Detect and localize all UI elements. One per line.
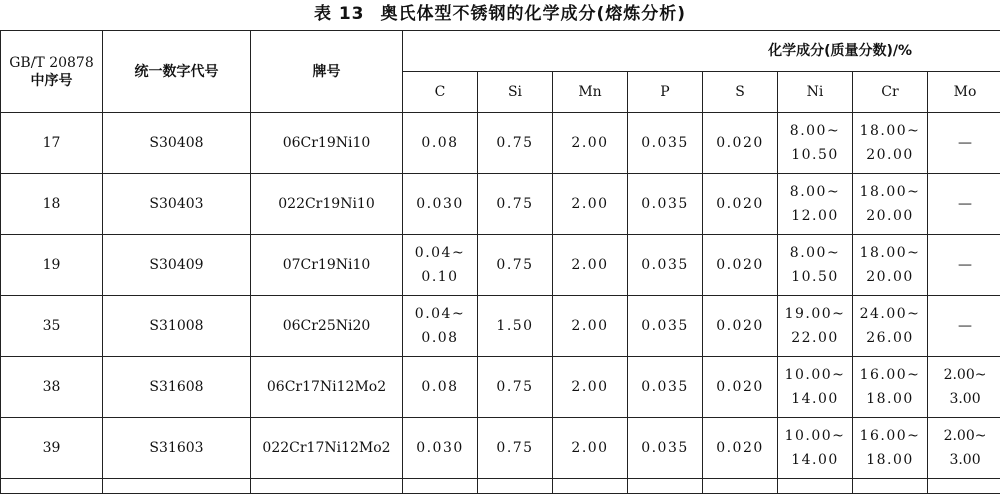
cell-mo [928, 296, 1000, 357]
cell-ni-line2: 12.00 [791, 208, 839, 224]
cell-ni-line2: 10.50 [791, 269, 839, 285]
cell-mn: 2.00 [553, 235, 628, 296]
cell-s: 0.020 [703, 418, 778, 479]
cell-p: 0.035 [628, 113, 703, 174]
header-element-cr: Cr [853, 72, 928, 113]
header-element-c: C [403, 72, 478, 113]
cell-mo-line1: 2.00~ [943, 367, 987, 383]
cell-cr-line2: 18.00 [866, 391, 914, 407]
cell-ni [778, 418, 853, 479]
cutoff-cell [478, 479, 553, 494]
cell-s: 0.020 [703, 113, 778, 174]
header-gbt-seq [1, 31, 103, 113]
cell-s: 0.020 [703, 296, 778, 357]
cell-ni [778, 174, 853, 235]
cell-si: 0.75 [478, 235, 553, 296]
cell-ni [778, 235, 853, 296]
cell-mn: 2.00 [553, 357, 628, 418]
cell-seq: 17 [1, 113, 103, 174]
cell-cr-line2: 20.00 [866, 269, 914, 285]
table-row [1, 296, 1000, 357]
cell-mo-line1: — [958, 257, 973, 273]
cell-c-line1: 0.04~ [414, 306, 466, 322]
cell-code: S30409 [103, 235, 251, 296]
cell-cr-line1: 18.00~ [859, 123, 921, 139]
cell-cr-line2: 20.00 [866, 147, 914, 163]
cell-code: S31603 [103, 418, 251, 479]
cell-si: 0.75 [478, 418, 553, 479]
cell-mn: 2.00 [553, 174, 628, 235]
cell-cr-line2: 26.00 [866, 330, 914, 346]
cell-s: 0.020 [703, 174, 778, 235]
cell-c-line1: 0.08 [421, 135, 459, 151]
cell-si: 0.75 [478, 174, 553, 235]
cell-ni-line2: 14.00 [791, 452, 839, 468]
cell-cr-line1: 18.00~ [859, 245, 921, 261]
cell-cr [853, 418, 928, 479]
cell-c [403, 174, 478, 235]
cell-code: S30403 [103, 174, 251, 235]
cell-si: 0.75 [478, 357, 553, 418]
cell-ni-line2: 14.00 [791, 391, 839, 407]
header-gbt-line2: 中序号 [30, 72, 73, 89]
cell-grade: 022Cr19Ni10 [251, 174, 403, 235]
cell-c [403, 418, 478, 479]
cell-mo [928, 418, 1000, 479]
table-row [1, 174, 1000, 235]
cell-mo [928, 235, 1000, 296]
cutoff-cell [703, 479, 778, 494]
cell-ni-line2: 10.50 [791, 147, 839, 163]
cell-cr [853, 357, 928, 418]
cutoff-cell [251, 479, 403, 494]
cell-s: 0.020 [703, 235, 778, 296]
table-row [1, 357, 1000, 418]
cell-ni-line1: 19.00~ [784, 306, 846, 322]
cell-ni [778, 113, 853, 174]
header-element-mo: Mo [928, 72, 1000, 113]
table-number: 表 13 [313, 4, 365, 24]
cell-si: 1.50 [478, 296, 553, 357]
cell-c-line2: 0.10 [421, 269, 459, 285]
cell-cr [853, 296, 928, 357]
header-element-s: S [703, 72, 778, 113]
cell-cr-line1: 24.00~ [859, 306, 921, 322]
cell-mo-line1: 2.00~ [943, 428, 987, 444]
cell-ni-line2: 22.00 [791, 330, 839, 346]
cell-cr-line2: 20.00 [866, 208, 914, 224]
cell-mn: 2.00 [553, 113, 628, 174]
cell-ni-line1: 10.00~ [784, 367, 846, 383]
cell-mo [928, 113, 1000, 174]
cell-p: 0.035 [628, 174, 703, 235]
header-composition-label: 化学成分(质量分数)/% [768, 43, 913, 59]
cell-seq: 38 [1, 357, 103, 418]
cell-mn: 2.00 [553, 296, 628, 357]
cutoff-cell [628, 479, 703, 494]
cell-seq: 39 [1, 418, 103, 479]
cell-p: 0.035 [628, 418, 703, 479]
cell-c [403, 357, 478, 418]
cell-mo-line1: — [958, 135, 973, 151]
table-body [1, 31, 1000, 494]
cutoff-cell [778, 479, 853, 494]
cell-code: S30408 [103, 113, 251, 174]
cell-cr-line1: 18.00~ [859, 184, 921, 200]
cell-cr-line2: 18.00 [866, 452, 914, 468]
cutoff-cell [928, 479, 1000, 494]
cell-seq: 18 [1, 174, 103, 235]
cell-grade: 06Cr17Ni12Mo2 [251, 357, 403, 418]
cell-ni [778, 357, 853, 418]
cell-mo-line2: 3.00 [949, 391, 981, 407]
cell-grade: 022Cr17Ni12Mo2 [251, 418, 403, 479]
cell-mo [928, 174, 1000, 235]
cell-cr [853, 235, 928, 296]
cell-ni [778, 296, 853, 357]
composition-table [0, 30, 1000, 494]
cell-p: 0.035 [628, 296, 703, 357]
cell-p: 0.035 [628, 235, 703, 296]
cell-c [403, 113, 478, 174]
table-row [1, 113, 1000, 174]
cell-ni-line1: 8.00~ [789, 123, 841, 139]
header-code: 统一数字代号 [103, 31, 251, 113]
header-element-si: Si [478, 72, 553, 113]
cell-mo-line1: — [958, 196, 973, 212]
cell-si: 0.75 [478, 113, 553, 174]
cell-seq: 19 [1, 235, 103, 296]
cell-grade: 06Cr25Ni20 [251, 296, 403, 357]
cell-c [403, 296, 478, 357]
header-row-1 [1, 31, 1000, 72]
cell-ni-line1: 8.00~ [789, 245, 841, 261]
cell-code: S31008 [103, 296, 251, 357]
cell-grade: 07Cr19Ni10 [251, 235, 403, 296]
cutoff-cell [853, 479, 928, 494]
cell-c-line2: 0.08 [421, 330, 459, 346]
cell-ni-line1: 10.00~ [784, 428, 846, 444]
table-row [1, 418, 1000, 479]
cutoff-cell [403, 479, 478, 494]
cell-cr-line1: 16.00~ [859, 428, 921, 444]
cell-mn: 2.00 [553, 418, 628, 479]
cell-p: 0.035 [628, 357, 703, 418]
cell-s: 0.020 [703, 357, 778, 418]
cell-cr-line1: 16.00~ [859, 367, 921, 383]
cell-c-line1: 0.04~ [414, 245, 466, 261]
cell-cr [853, 113, 928, 174]
cell-c-line1: 0.030 [416, 196, 464, 212]
header-element-ni: Ni [778, 72, 853, 113]
header-composition [403, 31, 1000, 72]
cutoff-cell [1, 479, 103, 494]
cell-code: S31608 [103, 357, 251, 418]
header-element-mn: Mn [553, 72, 628, 113]
cell-c-line1: 0.08 [421, 379, 459, 395]
header-gbt-line1: GB/T 20878 [9, 54, 94, 71]
table-caption [0, 0, 1000, 30]
cell-c-line1: 0.030 [416, 440, 464, 456]
table-row [1, 235, 1000, 296]
cutoff-cell [103, 479, 251, 494]
header-element-p: P [628, 72, 703, 113]
cutoff-cell [553, 479, 628, 494]
header-grade: 牌号 [251, 31, 403, 113]
cell-seq: 35 [1, 296, 103, 357]
table-row-cutoff [1, 479, 1000, 494]
cell-ni-line1: 8.00~ [789, 184, 841, 200]
cell-c [403, 235, 478, 296]
cell-grade: 06Cr19Ni10 [251, 113, 403, 174]
cell-mo-line2: 3.00 [949, 452, 981, 468]
cell-cr [853, 174, 928, 235]
cell-mo [928, 357, 1000, 418]
table-title: 奥氏体型不锈钢的化学成分(熔炼分析) [380, 4, 687, 24]
cell-mo-line1: — [958, 318, 973, 334]
